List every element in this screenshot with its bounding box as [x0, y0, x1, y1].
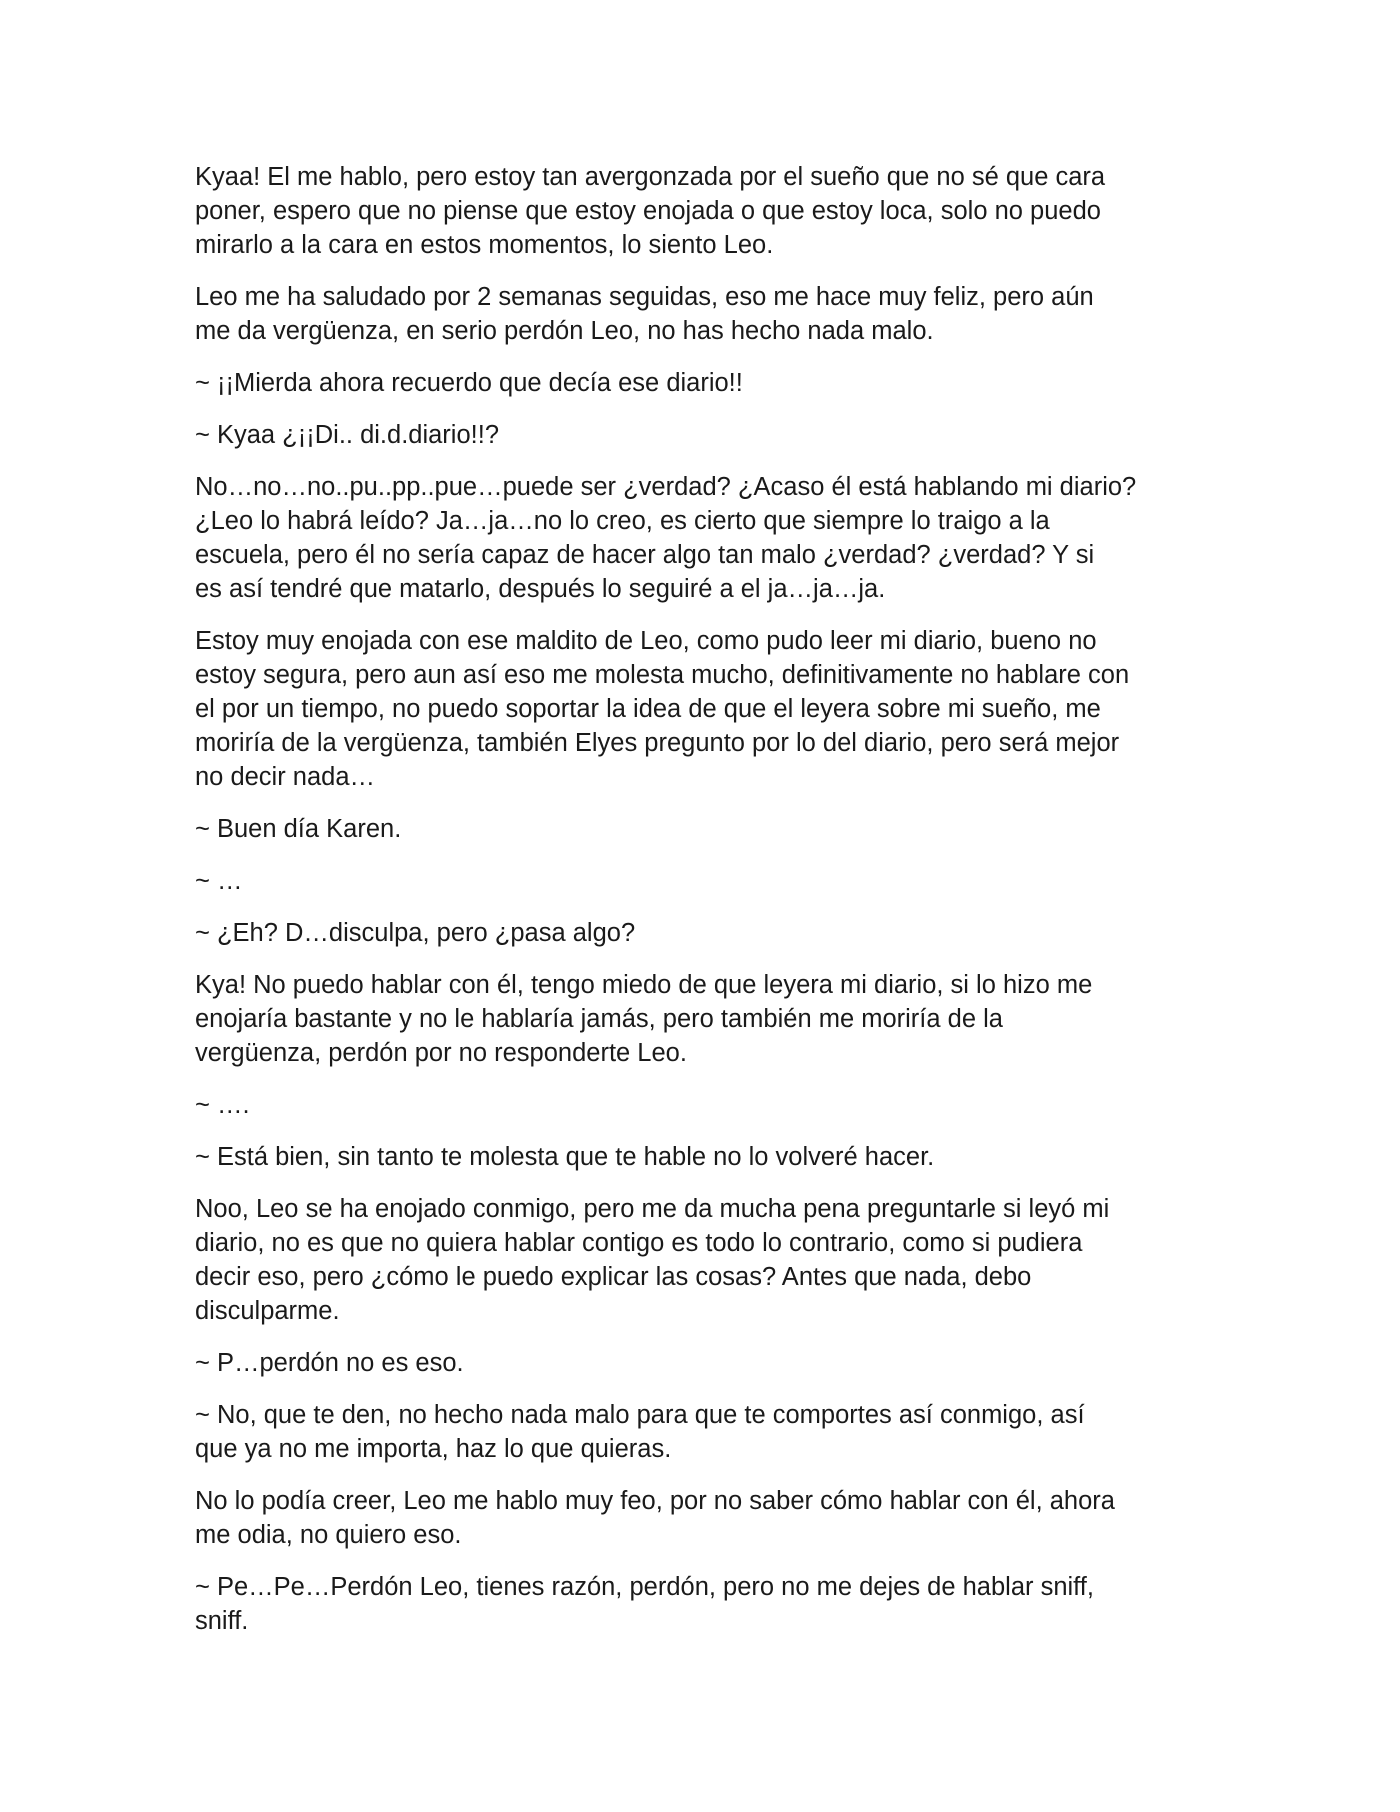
paragraph: Estoy muy enojada con ese maldito de Leo, como pudo leer mi diario, bueno no estoy segura, pero aun así eso me molesta mucho, definitivamente no hablare con el por un tiempo, no puedo soportar la idea de que el leyera sobre mi sueño, me moriría de la vergüenza, también Elyes pregunto por lo del diario, pero será mejor no decir nada… — [195, 627, 1130, 791]
dialogue-line: ~ No, que te den, no hecho nada malo para que te comportes así conmigo, así que ya no me importa, haz lo que quieras. — [195, 1401, 1085, 1463]
paragraph: Leo me ha saludado por 2 semanas seguidas, eso me hace muy feliz, pero aún me da vergüenza, en serio perdón Leo, no has hecho nada malo. — [195, 283, 1094, 345]
dialogue-line: ~ ¿Eh? D…disculpa, pero ¿pasa algo? — [195, 919, 636, 947]
paragraph: Kya! No puedo hablar con él, tengo miedo de que leyera mi diario, si lo hizo me enojaría bastante y no le hablaría jamás, pero también me moriría de la vergüenza, perdón por no responderte Leo. — [195, 971, 1093, 1067]
dialogue-line: ~ Kyaa ¿¡¡Di.. di.d.diario!!? — [195, 421, 499, 449]
paragraph: No lo podía creer, Leo me hablo muy feo, por no saber cómo hablar con él, ahora me odia, no quiero eso. — [195, 1487, 1115, 1549]
dialogue-line: ~ P…perdón no es eso. — [195, 1349, 464, 1377]
paragraph: No…no…no..pu..pp..pue…puede ser ¿verdad? ¿Acaso él está hablando mi diario? ¿Leo lo habrá leído? Ja…ja…no lo creo, es cierto que siempre lo traigo a la escuela, pero él no sería capaz de hacer algo tan malo ¿verdad? ¿verdad? Y si es así tendré que matarlo, después lo seguiré a el ja…ja…ja. — [195, 473, 1137, 603]
dialogue-line: ~ Buen día Karen. — [195, 815, 402, 843]
paragraph: Noo, Leo se ha enojado conmigo, pero me da mucha pena preguntarle si leyó mi diario, no es que no quiera hablar contigo es todo lo contrario, como si pudiera decir eso, pero ¿cómo le puedo explicar las cosas? Antes que nada, debo disculparme. — [195, 1195, 1110, 1325]
dialogue-line: ~ Pe…Pe…Perdón Leo, tienes razón, perdón, pero no me dejes de hablar sniff, sniff. — [195, 1573, 1094, 1635]
dialogue-line: ~ …. — [195, 1091, 250, 1119]
document-page — [195, 160, 1245, 1656]
dialogue-line: ~ … — [195, 867, 243, 895]
dialogue-line: ~ Está bien, sin tanto te molesta que te hable no lo volveré hacer. — [195, 1143, 935, 1171]
paragraph: Kyaa! El me hablo, pero estoy tan avergonzada por el sueño que no sé que cara poner, espero que no piense que estoy enojada o que estoy loca, solo no puedo mirarlo a la cara en estos momentos, lo siento Leo. — [195, 163, 1106, 259]
dialogue-line: ~ ¡¡Mierda ahora recuerdo que decía ese diario!! — [195, 369, 743, 397]
